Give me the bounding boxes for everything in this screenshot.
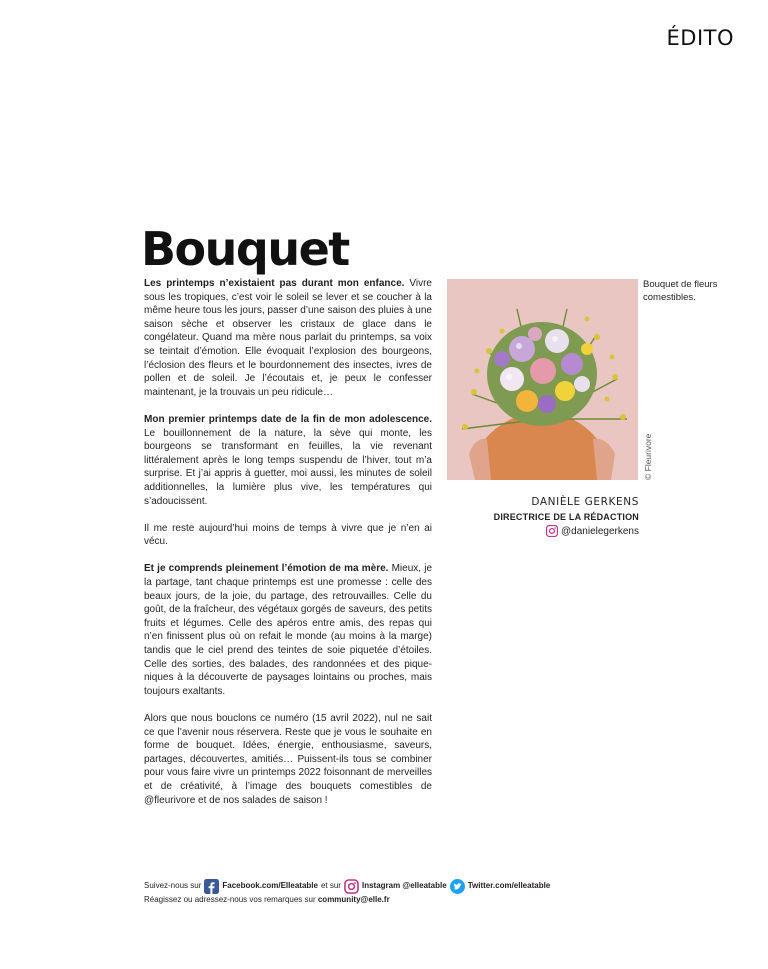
author-role: DIRECTRICE DE LA RÉDACTION: [493, 512, 639, 522]
paragraph-text: Le bouillonnement de la nature, la sève qui monte, les bourgeons se transformant en feuilles, la vie revenant littéralement après le long temps suspendu de l’hiver, tout m’a surprise. Et j’ai appris à guetter, moi aussi, les minutes de soleil additionnelles, la lumière plus vive, les températures qui s’adoucissent.: [144, 427, 432, 507]
paragraph: [144, 277, 432, 399]
footer-social-row: [144, 878, 550, 894]
paragraph-text: Alors que nous bouclons ce numéro (15 avril 2022), nul ne sait ce que l’avenir nous réservera. Reste que je vous le souhaite en forme de bouquet. Idées, énergie, enthousiasme, saveurs, partages, découvertes, amitiés… Puissent-ils tous se combiner pour vous faire vivre un printemps 2022 foisonnant de merveilles et de créativité, à l’image des bouquets comestibles de @fleurivore et de nos salades de saison !: [144, 713, 432, 806]
paragraph: [144, 413, 432, 508]
paragraph: [144, 712, 432, 807]
bouquet-photo: [447, 279, 638, 480]
paragraph-lead: Les printemps n’existaient pas durant mon enfance.: [144, 278, 405, 289]
paragraph: [144, 522, 432, 549]
paragraph: [144, 562, 432, 698]
instagram-icon: [546, 525, 558, 537]
bouquet-illustration: [447, 279, 638, 480]
author-name: DANIÈLE GERKENS: [531, 496, 639, 508]
section-label: ÉDITO: [666, 26, 734, 50]
photo-credit: [641, 432, 655, 480]
facebook-link[interactable]: Facebook.com/Elleatable: [222, 881, 318, 890]
author-instagram[interactable]: [546, 525, 639, 537]
article-title: Bouquet: [141, 222, 349, 276]
paragraph-text: Vivre sous les tropiques, c’est voir le soleil se lever et se coucher à la même heure tous les jours, passer d’une saison des pluies à une saison sèche et observer les cristaux de glace dans le congélateur. Quand ma mère nous parlait du printemps, sa voix se teintait d’émotion. Elle évoquait l’explosion des bourgeons, l’éclosion des fleurs et le bourdonnement des insectes, ivres de pollen et de soleil. Je l’écoutais et, je peux le confesser maintenant, je la trouvais un peu ridicule…: [144, 278, 432, 398]
footer-and-text: et sur: [320, 881, 341, 890]
twitter-icon: [450, 879, 465, 894]
footer-react-text: Réagissez ou adressez-nous vos remarques sur: [144, 895, 318, 904]
paragraph-text: Mieux, je la partage, tant chaque printemps est une promesse : celle des beaux jours, de la joie, du partage, des retrouvailles. Celle du goût, de la fraîcheur, des végétaux gorgés de saveurs, des petits fruits et légumes. Celle des apéros entre amis, des repas qui n’en finissent plus où on refait le monde (au moins à la marge) tandis que le ciel prend des teintes de soie piquetée d’étoiles. Celle des sorties, des balades, des randonnées et des pique-niques à la découverte de paysages lointains ou proches, mais toujours exaltants.: [144, 563, 433, 697]
article-body: [144, 277, 432, 821]
instagram-icon: [344, 879, 359, 894]
footer-follow-text: Suivez-nous sur: [144, 881, 202, 890]
twitter-link[interactable]: Twitter.com/elleatable: [467, 881, 551, 890]
footer-contact-row: [144, 894, 550, 906]
instagram-link[interactable]: Instagram @elleatable: [361, 881, 447, 890]
paragraph-lead: Mon premier printemps date de la fin de mon adolescence.: [144, 413, 432, 425]
paragraph-text: Il me reste aujourd’hui moins de temps à vivre que je n’en ai vécu.: [144, 522, 432, 548]
photo-credit-text: © Fleurivore: [643, 433, 653, 480]
footer: [144, 878, 550, 906]
facebook-icon: [204, 879, 219, 894]
instagram-handle: @danielegerkens: [561, 525, 639, 537]
email-link[interactable]: community@elle.fr: [317, 895, 390, 904]
paragraph-lead: Et je comprends pleinement l’émotion de ma mère.: [144, 563, 389, 575]
photo-caption: Bouquet de fleurs comestibles.: [643, 279, 718, 303]
